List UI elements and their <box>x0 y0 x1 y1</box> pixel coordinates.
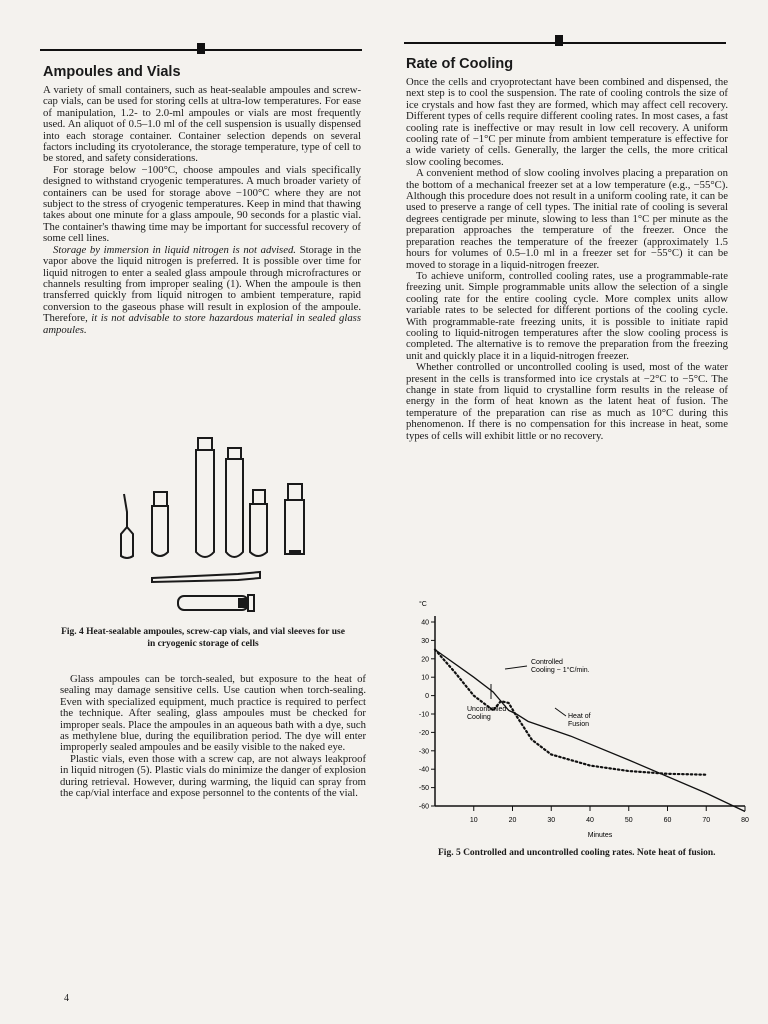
y-tick-label: 10 <box>421 674 429 682</box>
x-tick-label: 60 <box>663 817 672 824</box>
y-tick-label: -40 <box>418 766 429 774</box>
controlled-cooling-annotation: Controlled Cooling − 1°C/min. <box>531 659 590 674</box>
vial-sleeve <box>178 596 248 610</box>
screw-cap-vial-2 <box>250 504 267 556</box>
x-tick-label: 10 <box>469 817 478 824</box>
y-tick-label: 40 <box>421 619 429 627</box>
x-tick-label: 30 <box>547 817 556 824</box>
tall-tube-2 <box>226 459 243 557</box>
tube-stripe <box>289 550 301 553</box>
y-tick-label: -10 <box>418 711 429 719</box>
controlled-arrow <box>505 666 527 669</box>
left-paragraph-2: For storage below −100°C, choose ampoules and vials specifically designed to withstand cryogenic temperatures. A much broader variety of containers can be used for storage above −100°C where they are not subject to the stress of cryogenic temperatures. Keep in mind that thawing takes about one minute for a glass ampoule, 90 seconds for a plastic vial. The container's thawing time may be important for successful recovery of some cell lines. <box>43 163 361 245</box>
left-column-lower <box>60 674 366 799</box>
y-tick-label: -20 <box>418 729 429 737</box>
tall-tube-cap <box>198 438 212 450</box>
right-section-title: Rate of Cooling <box>406 56 514 72</box>
right-paragraph-3: To achieve uniform, controlled cooling rates, use a programmable-rate freezing unit. Simple programmable units allow the selection of a single cooling rate for the entire cooling cycle. More complex units allow variable rates to be selected for different portions of the cooling cycle. With programmable-rate freezing units, it is possible to initiate rapid cooling to liquid-nitrogen temperatures after the slow cooling process is completed. The alternative is to remove the preparation from the freezing unit and quickly place it in a liquid-nitrogen freezer. <box>406 269 728 362</box>
x-tick-label: 40 <box>586 817 594 824</box>
right-header-marker <box>555 35 563 46</box>
tall-tube <box>196 450 214 557</box>
x-axis-label: Minutes <box>587 832 613 839</box>
right-paragraph-1: Once the cells and cryoprotectant have been combined and dispensed, the next step is to cool the suspension. The rate of cooling controls the size of ice crystals and how fast they are formed, which may affect cell recovery. Different types of cells require different cooling rates. In most cases, a fast cooling rate is ineffective or may result in low cell recovery. A uniform cooling rate of −1°C per minute from ambient temperature is effective for a wide variety of cells. Generally, the larger the cells, the more critical slow cooling becomes. <box>406 76 728 168</box>
left-column <box>43 64 361 336</box>
cooling-rate-chart <box>405 594 750 844</box>
paragraph-3-body: Storage in the vapor above the liquid nitrogen is preferred. It is possible over time for liquid nitrogen to enter a sealed glass ampoule through microfractures or channels resulting from improper sealing (1). When the ampoule is then transferred quickly from liquid nitrogen to ambient temperature, rapid conversion to the gaseous phase will result in explosion of the ampoule. Therefore, <box>43 243 361 325</box>
y-tick-label: 0 <box>425 693 429 701</box>
left-paragraph-4: Glass ampoules can be torch-sealed, but exposure to the heat of sealing may damage sensitive cells. Use caution when torch-sealing. Even with specialized equipment, much practice is required to perfect the technique. After sealing, glass ampoules must be checked for improper seals. Place the ampoules in an aqueous bath with a dye, such as methylene blue, during the equilibration period. The dye will enter improperly sealed ampoules and be easily visible to the naked eye. <box>60 673 366 754</box>
left-section-title: Ampoules and Vials <box>43 64 181 80</box>
hazard-warning: it is not advisable to store hazardous material in sealed glass ampoules. <box>43 312 361 336</box>
page-number: 4 <box>64 993 69 1004</box>
vial-sleeve-cap <box>248 595 254 611</box>
screw-cap-vial-1-cap <box>154 492 167 506</box>
x-tick-label: 20 <box>508 817 517 824</box>
heat-of-fusion-arrow <box>555 708 566 716</box>
x-tick-label: 50 <box>624 817 633 824</box>
y-axis-label: °C <box>419 601 427 608</box>
right-column <box>406 56 728 442</box>
small-ampoule <box>121 494 133 558</box>
x-tick-label: 80 <box>741 817 749 824</box>
y-tick-label: 30 <box>421 637 429 645</box>
pipette <box>152 572 260 582</box>
screw-cap-vial-2-cap <box>253 490 265 504</box>
right-header-rule <box>404 42 726 44</box>
screw-cap-vial-1 <box>152 506 168 556</box>
left-paragraph-3 <box>43 245 361 336</box>
screw-cap-vial-3-cap <box>288 484 302 500</box>
fig5-caption: Fig. 5 Controlled and uncontrolled cooling rates. Note heat of fusion. <box>438 848 716 858</box>
left-paragraph-1: A variety of small containers, such as heat-sealable ampoules and screw-cap vials, can be used for storing cells at ultra-low temperatures. For ease of manipulation, 1.2- to 2.0-ml ampoules or vials are most frequently used. An aliquot of 0.5–1.0 ml of the cell suspension is usually dispensed into each storage container. Container selection depends on several factors including its cryotolerance, the storage temperature, type of cell to be stored, and safety considerations. <box>43 84 361 165</box>
left-header-marker <box>197 43 205 54</box>
left-paragraph-5: Plastic vials, even those with a screw cap, are not always leakproof in liquid nitrogen (5). Plastic vials do minimize the danger of explosion during retrieval. However, during warming, the liquid can spray from the cap/vial interface and expose personnel to the contents of the vial. <box>60 752 366 800</box>
ampoules-vials-illustration <box>110 432 330 618</box>
x-tick-label: 70 <box>702 817 711 824</box>
controlled-cooling-line <box>435 650 745 812</box>
y-tick-label: 20 <box>421 656 429 664</box>
immersion-warning: Storage by immersion in liquid nitrogen is not advised. <box>53 243 296 256</box>
right-paragraph-4: Whether controlled or uncontrolled cooling is used, most of the water present in the cells is transformed into ice crystals at −2°C to −5°C. The change in state from liquid to crystalline form results in the release of energy in the form of heat known as the latent heat of fusion. The temperature of the preparation can rise as much as 10°C during this phenomenon. If there is no compensation for this increase in heat, some types of cells will exhibit little or no recovery. <box>406 361 728 442</box>
heat-of-fusion-annotation: Heat of Fusion <box>568 713 591 728</box>
tall-tube-2-cap <box>228 448 241 459</box>
y-tick-label: -60 <box>418 803 429 811</box>
screw-cap-vial-3 <box>285 500 304 554</box>
uncontrolled-cooling-annotation: Uncontrolled Cooling <box>467 706 507 721</box>
fig4-caption: Fig. 4 Heat-sealable ampoules, screw-cap vials, and vial sleeves for use in cryogenic storage of cells <box>61 627 345 649</box>
y-tick-label: -30 <box>418 748 429 756</box>
sleeve-band <box>238 598 248 608</box>
right-paragraph-2: A convenient method of slow cooling involves placing a preparation on the bottom of a mechanical freezer set at a low temperature (e.g., −55°C). Although this procedure does not result in a uniform cooling rate, it can be used to preserve a range of cell types. The initial rate of cooling is several degrees centigrade per minute, slowing to less than 1°C per minute as the preparation approaches the temperature of the freezer. Once the preparation reaches the temperature of the freezer (approximately 1.5 hours for volumes of 0.5–1.0 ml in a freezer set for −55°C) it can be moved to storage in a liquid-nitrogen freezer. <box>406 167 728 271</box>
y-tick-label: -50 <box>418 785 429 793</box>
